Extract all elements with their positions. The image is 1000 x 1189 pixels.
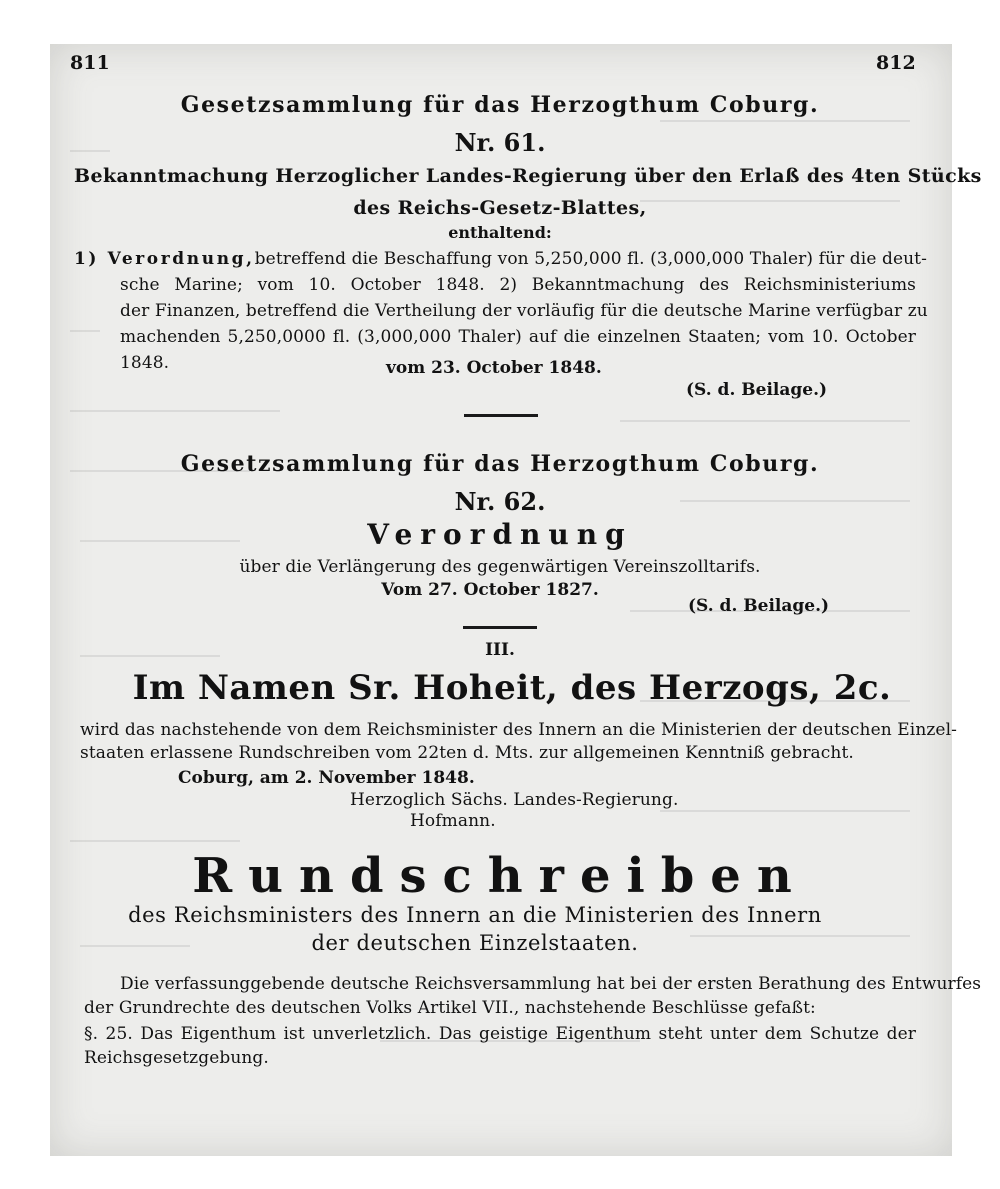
place-date: Coburg, am 2. November 1848.: [178, 768, 475, 788]
paragraph-line: sche Marine; vom 10. October 1848. 2) Bekanntmachung des Reichsministeriums: [120, 275, 916, 295]
circular-title: Rundschreiben: [192, 848, 808, 904]
paragraph-text: betreffend die Beschaffung von 5,250,000 fl. (3,000,000 Thaler) für die deut-: [254, 249, 927, 269]
paragraph-line: der Finanzen, betreffend die Vertheilung der vorläufig für die deutsche Marine verfügbar zu: [120, 301, 928, 321]
section-number: Nr. 61.: [454, 128, 546, 157]
section-title-line: des Reichs-Gesetz-Blattes,: [353, 197, 647, 219]
section-divider: [464, 414, 538, 417]
collection-title: Gesetzsammlung für das Herzogthum Coburg.: [180, 92, 820, 118]
paragraph-line: der Grundrechte des deutschen Volks Artikel VII., nachstehende Beschlüsse gefaßt:: [84, 998, 816, 1018]
collection-title: Gesetzsammlung für das Herzogthum Coburg.: [180, 451, 820, 477]
beilage-note: (S. d. Beilage.): [688, 596, 830, 616]
paragraph-line: [74, 249, 927, 269]
page-number-right: 812: [876, 52, 916, 74]
paragraph-line: Die verfassunggebende deutsche Reichsversammlung hat bei der ersten Berathung des Entwurfes: [120, 974, 982, 994]
verordnung-label: 1) Verordnung,: [74, 249, 255, 269]
ordinance-title: Verordnung: [367, 518, 633, 551]
beilage-note: (S. d. Beilage.): [686, 380, 828, 400]
paragraph-line: Reichsgesetzgebung.: [84, 1048, 269, 1068]
ordinance-date: Vom 27. October 1827.: [381, 580, 599, 600]
section-number: Nr. 62.: [454, 487, 546, 516]
issuing-authority: Herzoglich Sächs. Landes-Regierung.: [350, 790, 679, 810]
section-title-line: Bekanntmachung Herzoglicher Landes-Regierung über den Erlaß des 4ten Stücks: [74, 165, 982, 187]
paragraph-line: staaten erlassene Rundschreiben vom 22ten d. Mts. zur allgemeinen Kenntniß gebracht.: [80, 743, 854, 763]
issue-date: vom 23. October 1848.: [386, 358, 602, 378]
circular-subtitle: der deutschen Einzelstaaten.: [311, 931, 639, 955]
ordinance-subtitle: über die Verlängerung des gegenwärtigen Vereinszolltarifs.: [239, 557, 761, 577]
paragraph-line: wird das nachstehende von dem Reichsminister des Innern an die Ministerien der deutschen Einzel-: [80, 720, 957, 740]
enthaltend-label: enthaltend:: [448, 223, 552, 242]
roman-numeral: III.: [485, 640, 515, 660]
circular-subtitle: des Reichsministers des Innern an die Ministerien des Innern: [128, 903, 822, 927]
paragraph-line: machenden 5,250,0000 fl. (3,000,000 Thaler) auf die einzelnen Staaten; vom 10. October: [120, 327, 916, 347]
page-number-left: 811: [70, 52, 110, 74]
paragraph-line: 1848.: [120, 353, 170, 373]
paragraph-line: §. 25. Das Eigenthum ist unverletzlich. Das geistige Eigenthum steht unter dem Schutze der: [84, 1024, 916, 1044]
im-namen-heading: Im Namen Sr. Hoheit, des Herzogs, 2c.: [132, 668, 892, 708]
signatory: Hofmann.: [410, 811, 496, 831]
section-divider: [463, 626, 537, 629]
